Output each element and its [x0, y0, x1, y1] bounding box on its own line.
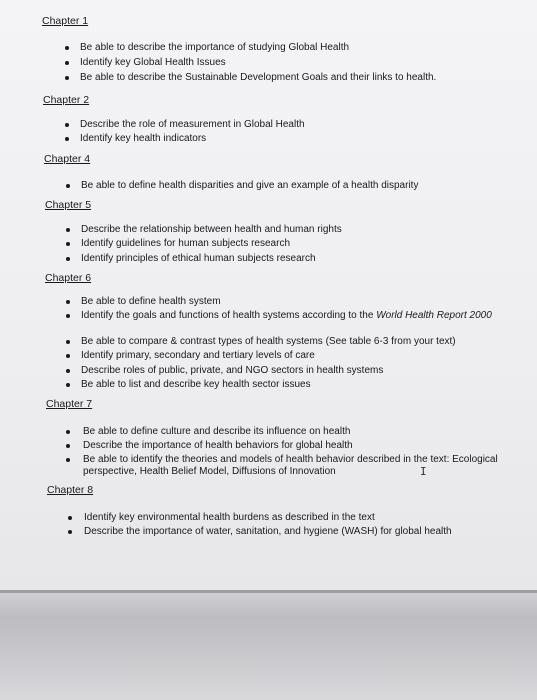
bullet: [65, 123, 69, 127]
bullet: [66, 430, 70, 434]
chapter-8-item-2: Describe the importance of water, sanitation, and hygiene (WASH) for global health: [84, 526, 452, 537]
bullet: [66, 314, 70, 318]
chapter-6-item-3: Be able to compare & contrast types of health systems (See table 6-3 from your text): [81, 336, 456, 347]
bullet: [66, 242, 70, 246]
chapter-5-item-3: Identify principles of ethical human subjects research: [81, 253, 316, 264]
chapter-1-item-3: Be able to describe the Sustainable Development Goals and their links to health.: [80, 72, 437, 83]
chapter-1-item-2: Identify key Global Health Issues: [80, 57, 226, 68]
chapter-5-heading: Chapter 5: [45, 199, 92, 211]
chapter-8-heading: Chapter 8: [47, 484, 94, 496]
chapter-6-heading: Chapter 6: [45, 272, 92, 284]
bullet: [66, 369, 70, 373]
bullet: [66, 184, 70, 188]
chapter-7-item-3: Be able to identify the theories and models of health behavior described in the text: Ecological perspective, Health Belief Model, Diffusions of Innovation: [83, 454, 498, 477]
chapter-4-item-1: Be able to define health disparities and give an example of a health disparity: [81, 180, 419, 191]
bullet: [65, 76, 69, 80]
chapter-6-item-6: Be able to list and describe key health sector issues: [81, 379, 311, 390]
chapter-7-item-2: Describe the importance of health behaviors for global health: [83, 440, 353, 451]
bullet: [66, 444, 70, 448]
chapter-7-heading: Chapter 7: [46, 398, 93, 410]
chapter-1-item-1: Be able to describe the importance of studying Global Health: [80, 42, 350, 53]
chapter-7-item-1: Be able to define culture and describe its influence on health: [83, 426, 351, 437]
bullet: [66, 383, 70, 387]
chapter-8-item-1: Identify key environmental health burdens as described in the text: [84, 512, 375, 523]
chapter-6-item-2-text: Identify the goals and functions of health systems according to the: [81, 310, 377, 321]
bullet: [65, 137, 69, 141]
bullet: [66, 340, 70, 344]
chapter-2-item-1: Describe the role of measurement in Global Health: [80, 119, 305, 130]
bullet: [66, 458, 70, 462]
bullet: [66, 257, 70, 261]
bullet: [66, 228, 70, 232]
chapter-6-item-5: Describe roles of public, private, and NGO sectors in health systems: [81, 365, 384, 376]
chapter-6-item-1: Be able to define health system: [81, 296, 221, 307]
chapter-4-heading: Chapter 4: [44, 153, 91, 165]
bullet: [65, 61, 69, 65]
bullet: [66, 300, 70, 304]
text-cursor-icon: I: [420, 465, 427, 478]
chapter-6-item-4: Identify primary, secondary and tertiary levels of care: [81, 350, 315, 361]
chapter-5-item-2: Identify guidelines for human subjects research: [81, 238, 291, 249]
world-health-report-title: World Health Report 2000: [376, 310, 492, 321]
bullet: [68, 530, 72, 534]
bullet: [65, 46, 69, 50]
page-bottom-edge: [0, 590, 537, 593]
chapter-2-heading: Chapter 2: [43, 94, 90, 106]
chapter-1-heading: Chapter 1: [42, 15, 89, 27]
chapter-5-item-1: Describe the relationship between health and human rights: [81, 224, 342, 235]
screen-bottom-bezel: [0, 590, 537, 700]
bullet: [66, 354, 70, 358]
bullet: [68, 516, 72, 520]
chapter-6-item-2: [81, 310, 513, 322]
chapter-2-item-2: Identify key health indicators: [80, 133, 207, 144]
